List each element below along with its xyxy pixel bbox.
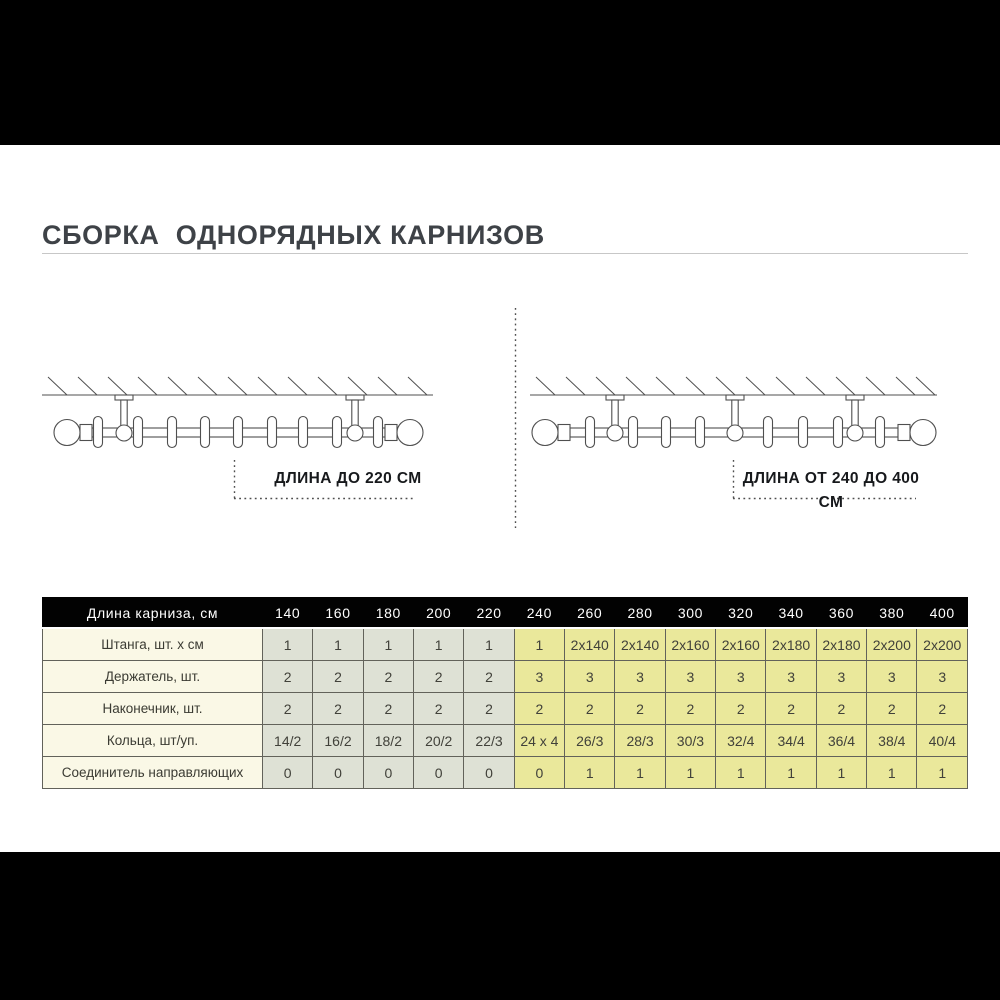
row-label-cell: Наконечник, шт. <box>43 693 263 725</box>
row-label-cell: Соединитель направляющих <box>43 757 263 789</box>
value-cell: 2x200 <box>867 628 917 661</box>
rod-cap <box>898 425 910 441</box>
finial-ball-icon <box>910 420 936 446</box>
value-cell: 2 <box>363 661 413 693</box>
rod-cap <box>385 425 397 441</box>
value-cell: 1 <box>665 757 715 789</box>
value-cell: 3 <box>917 661 968 693</box>
column-header-cell: 260 <box>565 598 615 629</box>
short-cornice-caption: ДЛИНА ДО 220 СМ <box>274 470 422 487</box>
rod-holder-icon <box>347 425 363 441</box>
value-cell: 1 <box>313 628 363 661</box>
rod-holder-icon <box>727 425 743 441</box>
value-cell: 1 <box>917 757 968 789</box>
value-cell: 0 <box>313 757 363 789</box>
value-cell: 2 <box>313 693 363 725</box>
value-cell: 2 <box>514 693 564 725</box>
value-cell: 0 <box>464 757 514 789</box>
value-cell: 3 <box>867 661 917 693</box>
value-cell: 2x160 <box>665 628 715 661</box>
column-header-cell: 300 <box>665 598 715 629</box>
value-cell: 2 <box>665 693 715 725</box>
value-cell: 1 <box>766 757 816 789</box>
value-cell: 1 <box>716 757 766 789</box>
value-cell: 14/2 <box>263 725 313 757</box>
value-cell: 1 <box>263 628 313 661</box>
column-header-cell: 400 <box>917 598 968 629</box>
column-header-cell: 360 <box>816 598 866 629</box>
value-cell: 2x180 <box>766 628 816 661</box>
value-cell: 24 x 4 <box>514 725 564 757</box>
value-cell: 26/3 <box>565 725 615 757</box>
column-header-cell: 340 <box>766 598 816 629</box>
value-cell: 2 <box>414 661 464 693</box>
finial-ball-icon <box>532 420 558 446</box>
value-cell: 2 <box>816 693 866 725</box>
value-cell: 0 <box>514 757 564 789</box>
value-cell: 38/4 <box>867 725 917 757</box>
value-cell: 3 <box>565 661 615 693</box>
value-cell: 20/2 <box>414 725 464 757</box>
header-row <box>43 598 968 629</box>
value-cell: 2 <box>917 693 968 725</box>
value-cell: 2 <box>263 693 313 725</box>
value-cell: 2 <box>464 693 514 725</box>
rod-cap <box>558 425 570 441</box>
value-cell: 2 <box>313 661 363 693</box>
value-cell: 18/2 <box>363 725 413 757</box>
value-cell: 40/4 <box>917 725 968 757</box>
finial-ball-icon <box>54 420 80 446</box>
value-cell: 2 <box>263 661 313 693</box>
value-cell: 3 <box>665 661 715 693</box>
value-cell: 2x140 <box>615 628 665 661</box>
table-row <box>43 661 968 693</box>
bracket-icon <box>606 395 624 427</box>
value-cell: 1 <box>816 757 866 789</box>
value-cell: 22/3 <box>464 725 514 757</box>
value-cell: 32/4 <box>716 725 766 757</box>
page-title: СБОРКА ОДНОРЯДНЫХ КАРНИЗОВ <box>42 220 545 251</box>
value-cell: 2x200 <box>917 628 968 661</box>
column-header-cell: 280 <box>615 598 665 629</box>
bracket-icon <box>115 395 133 427</box>
value-cell: 1 <box>867 757 917 789</box>
value-cell: 16/2 <box>313 725 363 757</box>
value-cell: 3 <box>816 661 866 693</box>
column-header-cell: 380 <box>867 598 917 629</box>
long-cornice-caption: ДЛИНА ОТ 240 ДО 400 СМ <box>742 470 920 511</box>
row-label-cell: Держатель, шт. <box>43 661 263 693</box>
specs-table <box>42 597 968 789</box>
column-header-cell: 140 <box>263 598 313 629</box>
value-cell: 2x140 <box>565 628 615 661</box>
table-row <box>43 628 968 661</box>
value-cell: 2 <box>363 693 413 725</box>
row-label-cell: Штанга, шт. х см <box>43 628 263 661</box>
value-cell: 1 <box>363 628 413 661</box>
rod-holder-icon <box>607 425 623 441</box>
value-cell: 2 <box>716 693 766 725</box>
value-cell: 0 <box>414 757 464 789</box>
value-cell: 2 <box>414 693 464 725</box>
rod-cap <box>80 425 92 441</box>
value-cell: 3 <box>766 661 816 693</box>
value-cell: 2x180 <box>816 628 866 661</box>
value-cell: 2 <box>464 661 514 693</box>
value-cell: 30/3 <box>665 725 715 757</box>
column-header-cell: 200 <box>414 598 464 629</box>
specs-table-head <box>43 598 968 629</box>
value-cell: 2 <box>615 693 665 725</box>
value-cell: 2x160 <box>716 628 766 661</box>
table-row <box>43 693 968 725</box>
column-header-cell: 240 <box>514 598 564 629</box>
value-cell: 1 <box>615 757 665 789</box>
bracket-icon <box>726 395 744 427</box>
value-cell: 2 <box>867 693 917 725</box>
rod-holder-icon <box>116 425 132 441</box>
header-label-cell: Длина карниза, см <box>43 598 263 629</box>
rod-holder-icon <box>847 425 863 441</box>
value-cell: 0 <box>363 757 413 789</box>
column-header-cell: 180 <box>363 598 413 629</box>
value-cell: 0 <box>263 757 313 789</box>
value-cell: 2 <box>766 693 816 725</box>
column-header-cell: 320 <box>716 598 766 629</box>
value-cell: 3 <box>716 661 766 693</box>
value-cell: 1 <box>414 628 464 661</box>
value-cell: 1 <box>565 757 615 789</box>
cornice-diagrams <box>0 300 1000 530</box>
ceiling-hatch <box>536 377 935 395</box>
table-row <box>43 725 968 757</box>
finial-ball-icon <box>397 420 423 446</box>
ceiling-hatch <box>48 377 427 395</box>
value-cell: 1 <box>464 628 514 661</box>
value-cell: 28/3 <box>615 725 665 757</box>
column-header-cell: 160 <box>313 598 363 629</box>
curtain-rings <box>94 417 383 448</box>
value-cell: 34/4 <box>766 725 816 757</box>
value-cell: 3 <box>514 661 564 693</box>
bracket-icon <box>346 395 364 427</box>
value-cell: 36/4 <box>816 725 866 757</box>
value-cell: 1 <box>514 628 564 661</box>
column-header-cell: 220 <box>464 598 514 629</box>
row-label-cell: Кольца, шт/уп. <box>43 725 263 757</box>
top-letterbox-bar <box>0 0 1000 145</box>
bracket-icon <box>846 395 864 427</box>
specs-table-body <box>43 628 968 789</box>
value-cell: 3 <box>615 661 665 693</box>
bottom-letterbox-bar <box>0 852 1000 1000</box>
table-row <box>43 757 968 789</box>
title-divider <box>42 253 968 254</box>
value-cell: 2 <box>565 693 615 725</box>
